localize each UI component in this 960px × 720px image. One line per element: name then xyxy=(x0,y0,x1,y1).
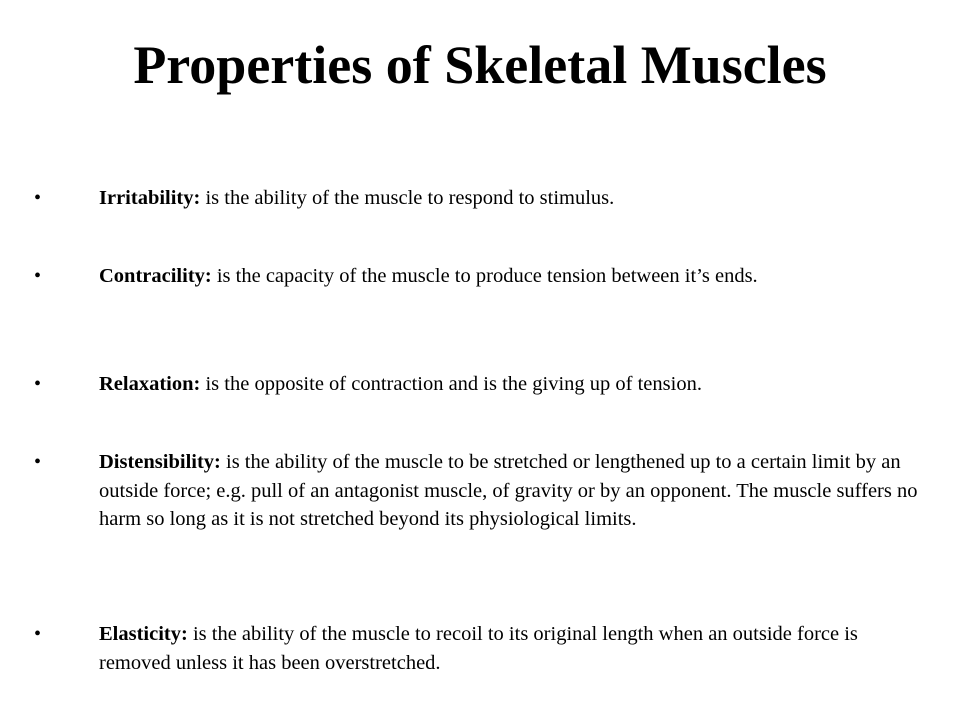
term-label: Contracility: xyxy=(99,265,212,287)
list-item-text xyxy=(99,370,934,399)
definition-text: is the opposite of contraction and is the giving up of tension. xyxy=(200,373,702,395)
bullet-icon: • xyxy=(34,623,42,645)
list-item-text xyxy=(99,620,934,677)
bullet-icon: • xyxy=(34,373,42,395)
bullet-icon: • xyxy=(34,451,42,473)
term-label: Elasticity: xyxy=(99,623,188,645)
term-label: Distensibility: xyxy=(99,451,221,473)
definition-text: is the ability of the muscle to respond to stimulus. xyxy=(200,187,615,209)
list-item-text xyxy=(99,448,934,534)
list-item-text xyxy=(99,184,934,213)
bullet-icon: • xyxy=(34,265,42,287)
definition-text: is the ability of the muscle to recoil to its original length when an outside force is removed unless it has been overstretched. xyxy=(99,623,858,674)
slide-title: Properties of Skeletal Muscles xyxy=(133,35,827,95)
definition-text: is the capacity of the muscle to produce tension between it’s ends. xyxy=(211,265,758,287)
term-label: Irritability: xyxy=(99,187,201,209)
bullet-icon: • xyxy=(34,187,42,209)
list-item-text xyxy=(99,262,934,291)
term-label: Relaxation: xyxy=(99,373,201,395)
definition-text: is the ability of the muscle to be stretched or lengthened up to a certain limit by an outside force; e.g. pull of an antagonist muscle, of gravity or by an opponent. The muscle suffers no harm so long as it is not stretched beyond its physiological limits. xyxy=(99,451,918,530)
